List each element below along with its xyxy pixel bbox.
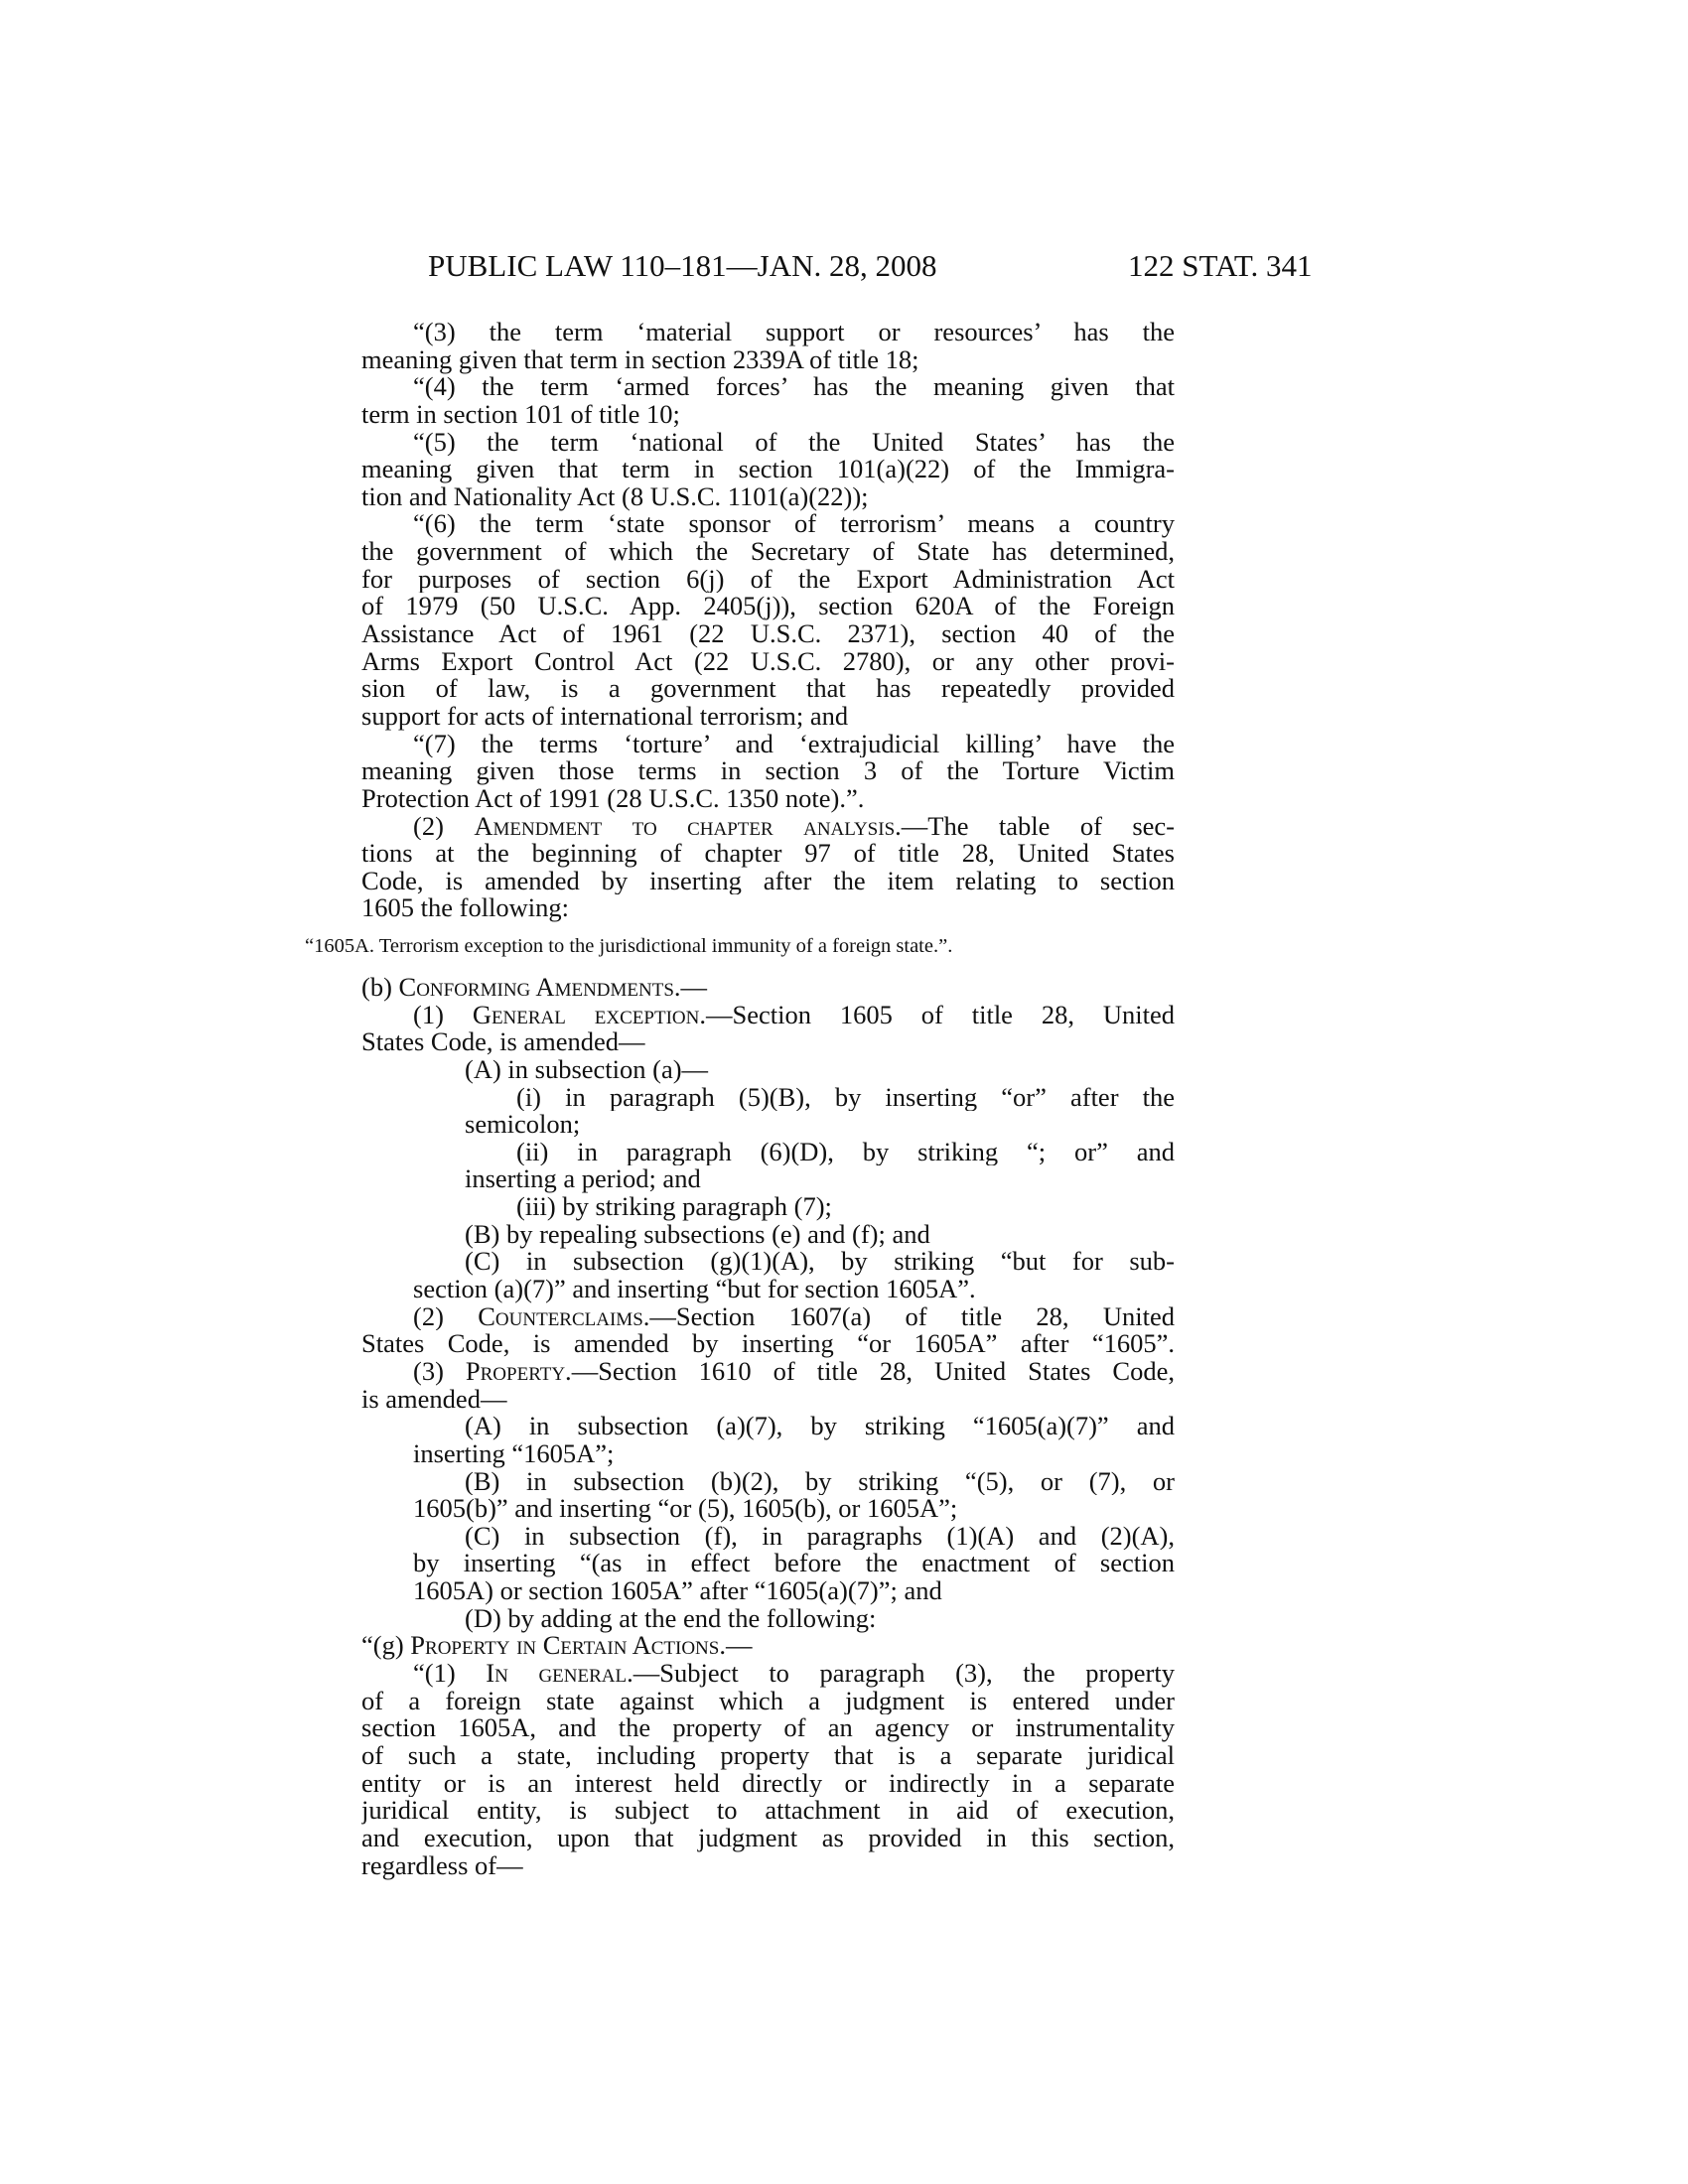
text-run: “(5) the term ‘national of the United States’ has the [413,428,1175,457]
text-run: (D) by adding at the end the following: [465,1602,877,1633]
text-line [361,593,1175,620]
text-line [361,1276,1175,1303]
text-line [361,974,1175,1002]
text-run: Code, is amended by inserting after the item relating to section [361,867,1175,895]
text-line [361,894,1175,922]
text-run: meaning given that term in section 101(a)(22) of the Immigra- [361,456,1175,483]
text-run: (A) in subsection (a)— [465,1053,709,1084]
text-run: regardless of— [361,1849,523,1880]
text-run: —Section 1610 of title 28, United States Code, [571,1357,1175,1386]
section-heading: Property. [465,1357,572,1386]
text-line [361,840,1175,868]
text-run: —Subject to paragraph (3), the property [633,1660,1175,1688]
text-run: support for acts of international terrorism; and [361,700,849,731]
text-run: (2) [413,1302,479,1331]
text-line [361,1358,1175,1386]
text-run: 1605 the following: [361,892,570,923]
text-run: “(1) [413,1660,487,1688]
text-run: meaning given those terms in section 3 of the Torture Victim [361,757,1175,785]
text-line [361,782,1175,813]
text-line [361,480,1175,511]
text-run: (ii) in paragraph (6)(D), by striking “; or” and [516,1138,1175,1166]
text-run: of 1979 (50 U.S.C. App. 2405(j)), section 620A of the Foreign [361,593,1175,621]
text-run: Protection Act of 1991 (28 U.S.C. 1350 note).”. [361,782,865,813]
text-line [361,1165,1175,1193]
section-heading: General exception. [472,1001,706,1029]
text-line [361,1303,1175,1331]
text-line [361,1550,1175,1577]
text-line [361,1437,1175,1468]
text-run: “(g) [361,1630,411,1661]
text-run: (3) [413,1357,466,1386]
text-line [361,1523,1175,1551]
text-run: (1) [413,1001,473,1029]
text-run: meaning given that term in section 2339A of title 18; [361,343,919,374]
text-line [361,1248,1175,1276]
text-run: juridical entity, is subject to attachment in aid of execution, [361,1797,1175,1825]
text-line [361,1218,1175,1249]
text-run: tion and Nationality Act (8 U.S.C. 1101(a)(22)); [361,480,869,511]
page-number: 122 STAT. 341 [1128,248,1313,283]
text-run: inserting a period; and [465,1163,701,1194]
text-run: (B) in subsection (b)(2), by striking “(5), or (7), or [465,1467,1175,1496]
text-line [361,1660,1175,1688]
text-run: (iii) by striking paragraph (7); [516,1191,832,1222]
text-run: (C) in subsection (g)(1)(A), by striking “but for sub- [465,1248,1175,1277]
text-run: the government of which the Secretary of State has determined, [361,538,1175,566]
text-run: (B) by repealing subsections (e) and (f); and [465,1218,930,1249]
text-line [361,1383,1175,1414]
text-line [361,456,1175,483]
text-line [361,1797,1175,1825]
text-run: “(6) the term ‘state sponsor of terrorism’ means a country [413,510,1175,539]
text-run: (b) [361,972,399,1002]
text-line [361,1330,1175,1358]
statute-text-part-a [361,319,1175,922]
text-run: and execution, upon that judgment as provided in this section, [361,1824,1175,1852]
text-line [361,398,1175,429]
text-run: —The table of sec- [901,812,1175,841]
section-heading: Counterclaims. [478,1302,650,1331]
text-line [361,1632,1175,1660]
text-run: section 1605A, and the property of an agency or instrumentality [361,1714,1175,1742]
text-line [361,566,1175,594]
text-line [361,373,1175,401]
text-run: by inserting “(as in effect before the enactment of section [413,1550,1175,1578]
text-line [361,538,1175,566]
section-heading: Property in Certain Actions. [410,1630,726,1661]
text-line [361,1714,1175,1742]
text-run: sion of law, is a government that has repeatedly provided [361,675,1175,703]
text-line [361,1193,1175,1221]
text-run: “(3) the term ‘material support or resources’ has the [413,319,1175,346]
text-line [361,1084,1175,1112]
text-line [361,1825,1175,1852]
text-line [361,1770,1175,1798]
text-run: (C) in subsection (f), in paragraphs (1)(A) and (2)(A), [465,1522,1175,1551]
text-line [361,1688,1175,1715]
text-line [361,510,1175,538]
text-run: —Section 1607(a) of title 28, United [649,1302,1175,1331]
statute-text-part-b [361,974,1175,1879]
text-run: “(7) the terms ‘torture’ and ‘extrajudicial killing’ have the [413,730,1175,758]
text-run: of a foreign state against which a judgment is entered under [361,1687,1175,1715]
text-run: entity or is an interest held directly or indirectly in a separate [361,1769,1175,1798]
text-line [361,1495,1175,1523]
text-line [361,343,1175,374]
text-run: —Section 1605 of title 28, United [705,1001,1175,1029]
text-run: (A) in subsection (a)(7), by striking “1605(a)(7)” and [465,1413,1175,1440]
text-run: (i) in paragraph (5)(B), by inserting “or” after the [516,1083,1175,1112]
text-run: Assistance Act of 1961 (22 U.S.C. 2371), section 40 of the [361,620,1175,648]
text-line [361,1028,1175,1056]
text-run: tions at the beginning of chapter 97 of title 28, United States [361,840,1175,868]
section-heading: Amendment to chapter analysis. [474,812,902,841]
running-header-title: PUBLIC LAW 110–181—JAN. 28, 2008 [428,248,937,283]
text-line [361,319,1175,346]
text-line [361,731,1175,758]
text-run: — [725,1630,753,1661]
text-line [361,1002,1175,1029]
text-run: is amended— [361,1383,507,1414]
text-run: States Code, is amended— [361,1026,645,1057]
text-run: 1605(b)” and inserting “or (5), 1605(b), or 1605A”; [413,1493,958,1524]
text-run: for purposes of section 6(j) of the Export Administration Act [361,565,1175,594]
text-run: States Code, is amended by inserting “or 1605A” after “1605”. [361,1330,1175,1358]
text-line [361,1053,1175,1084]
text-line [361,1468,1175,1496]
section-heading: In general. [486,1660,633,1688]
text-line [361,1577,1175,1605]
text-run: (2) [413,812,475,841]
text-run: 1605A) or section 1605A” after “1605(a)(7)”; and [413,1575,942,1606]
text-run: inserting “1605A”; [413,1437,615,1468]
text-run: “(4) the term ‘armed forces’ has the meaning given that [413,373,1175,401]
text-line [361,1139,1175,1166]
text-line [361,1413,1175,1440]
text-run: — [680,972,708,1002]
text-line [361,429,1175,457]
text-run: Arms Export Control Act (22 U.S.C. 2780), or any other provi- [361,647,1175,676]
text-line [361,648,1175,676]
text-line [361,1742,1175,1770]
text-line [361,813,1175,841]
table-of-sections-item: “1605A. Terrorism exception to the jurisdictional immunity of a foreign state.”. [305,935,953,957]
text-line [361,757,1175,785]
text-line [361,700,1175,731]
text-run: term in section 101 of title 10; [361,398,680,429]
text-line [361,675,1175,703]
text-run: section (a)(7)” and inserting “but for section 1605A”. [413,1274,976,1304]
text-line [361,1849,1175,1880]
section-heading: Conforming Amendments. [398,972,681,1002]
text-line [361,620,1175,648]
text-run: of such a state, including property that is a separate juridical [361,1741,1175,1770]
text-line [361,868,1175,895]
text-line [361,1111,1175,1139]
text-line [361,1602,1175,1633]
text-run: semicolon; [465,1109,581,1140]
